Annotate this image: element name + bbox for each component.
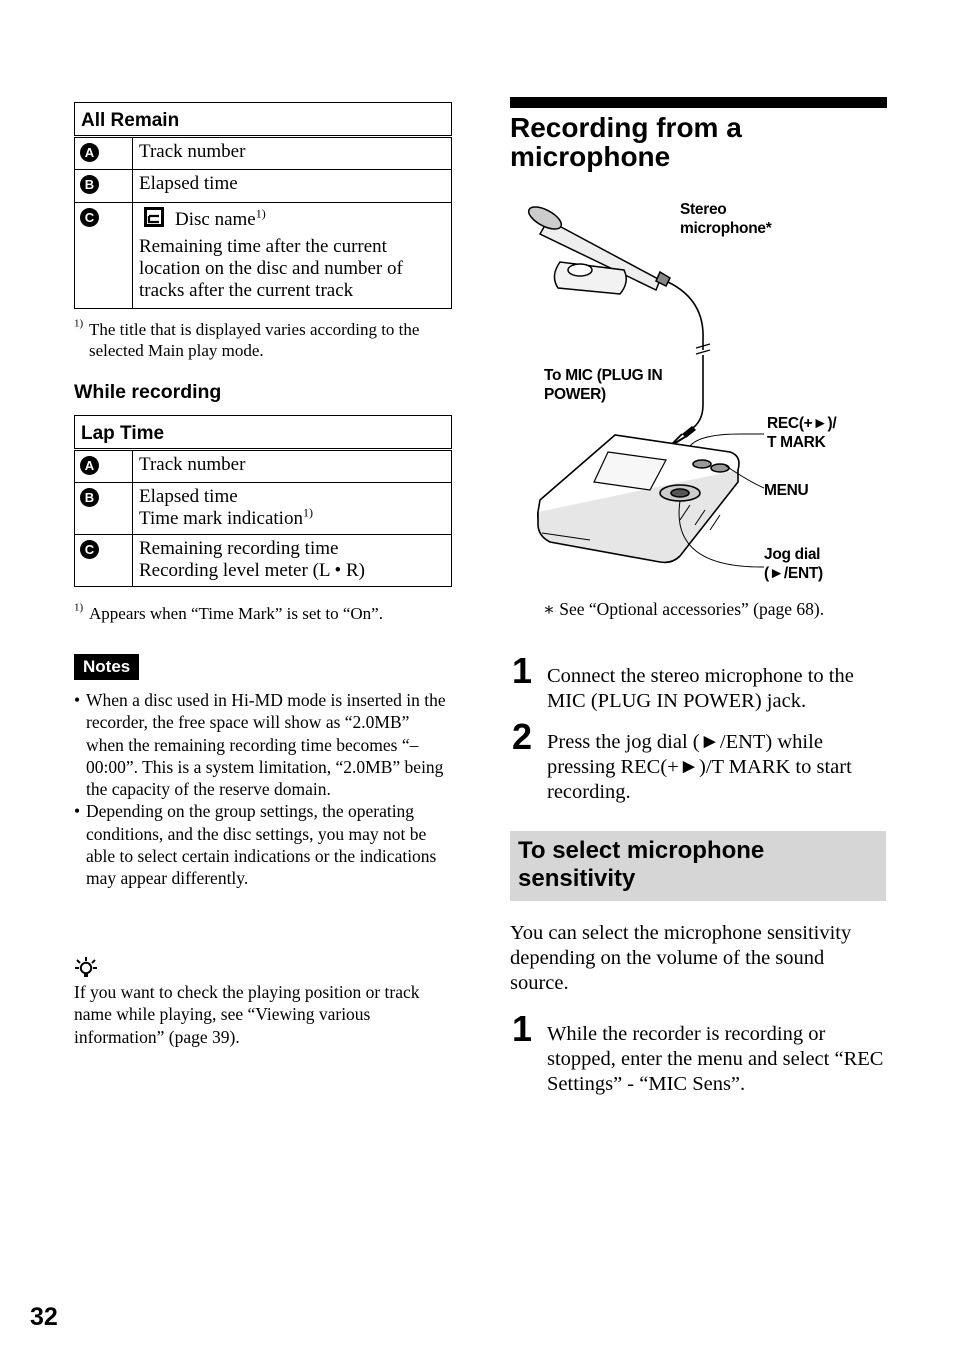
- table-header: All Remain: [75, 103, 452, 137]
- subsection-heading: To select microphone sensitivity: [510, 831, 886, 901]
- row-text: Elapsed time: [139, 486, 238, 507]
- diagram-footnote: ∗ See “Optional accessories” (page 68).: [543, 599, 825, 619]
- footnote-text: Appears when “Time Mark” is set to “On”.: [89, 604, 383, 623]
- table-row: [75, 450, 452, 483]
- disc-name-label: Disc name: [175, 209, 256, 230]
- table-row: [75, 535, 452, 587]
- table-row: [75, 170, 452, 203]
- subsection-body: You can select the microphone sensitivity depending on the volume of the sound source.: [510, 922, 852, 994]
- row-text: Remaining recording time: [139, 538, 339, 559]
- letter-a-badge: A: [80, 456, 99, 475]
- row-text: Time mark indication: [139, 508, 303, 529]
- label-stereo-microphone: Stereo microphone*: [680, 201, 772, 237]
- page-title: Recording from a microphone: [510, 112, 742, 172]
- footnote-text: The title that is displayed varies according to the selected Main play mode.: [89, 320, 420, 360]
- tip-text: If you want to check the playing position or track name while playing, see “Viewing various information” (page 39).: [74, 982, 420, 1047]
- footnote-ref: 1): [255, 206, 266, 221]
- row-text: Remaining time after the current location on the disc and number of tracks after the current track: [139, 236, 403, 301]
- letter-c-badge: C: [80, 208, 99, 227]
- footnote-mark: 1): [74, 317, 84, 330]
- note-item: • Depending on the group settings, the operating conditions, and the disc settings, you may not be able to select certain indications or the indications may appear differently.: [74, 800, 450, 889]
- label-menu: MENU: [764, 482, 809, 499]
- table-row: [75, 203, 452, 309]
- row-text: Track number: [133, 450, 452, 483]
- section-rule: [510, 97, 887, 108]
- step-number: 1: [512, 650, 533, 691]
- notes-list: [74, 689, 450, 890]
- row-text: Recording level meter (L • R): [139, 560, 365, 581]
- label-jog-dial: Jog dial (►/ENT): [764, 546, 823, 582]
- letter-b-badge: B: [80, 175, 99, 194]
- letter-b-badge: B: [80, 488, 99, 507]
- footnote-mark: 1): [74, 601, 84, 614]
- step-text: While the recorder is recording or stopped, enter the menu and select “REC Settings” - “MIC Sens”.: [547, 1023, 884, 1095]
- table-row: [75, 483, 452, 535]
- step-number: 1: [512, 1008, 533, 1049]
- disc-name-icon: [143, 206, 165, 234]
- step-number: 2: [512, 716, 533, 757]
- step-text: Connect the stereo microphone to the MIC (PLUG IN POWER) jack.: [547, 665, 854, 712]
- row-text: Elapsed time: [133, 170, 452, 203]
- letter-c-badge: C: [80, 540, 99, 559]
- note-item: • When a disc used in Hi-MD mode is inserted in the recorder, the free space will show as “2.0MB” when the remaining recording time becomes “–00:00”. This is a system limitation, “2.0MB” being the capacity of the reserve domain.: [74, 689, 450, 800]
- letter-a-badge: A: [80, 143, 99, 162]
- label-rec-button: REC(+►)/ T MARK: [767, 415, 837, 451]
- row-text: Track number: [133, 137, 452, 170]
- step-text: Press the jog dial (►/ENT) while pressing REC(+►)/T MARK to start recording.: [547, 731, 852, 803]
- label-mic-jack: To MIC (PLUG IN POWER): [544, 367, 663, 403]
- footnote: [74, 603, 452, 624]
- table-row: [75, 137, 452, 170]
- while-recording-heading: While recording: [74, 381, 222, 403]
- lap-time-table: [74, 415, 452, 587]
- all-remain-table: [74, 102, 452, 309]
- table-header: Lap Time: [75, 416, 452, 450]
- footnote-ref: 1): [302, 505, 313, 520]
- page-number: 32: [30, 1303, 58, 1331]
- footnote: [74, 319, 452, 361]
- notes-badge: Notes: [74, 654, 139, 680]
